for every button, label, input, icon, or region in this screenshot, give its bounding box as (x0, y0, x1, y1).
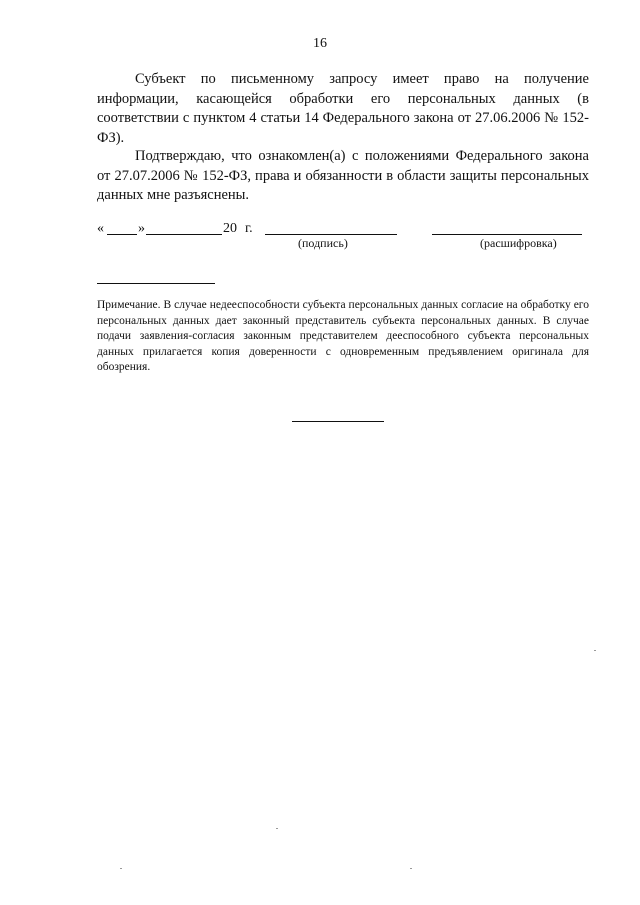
decoding-blank-line (432, 234, 582, 235)
date-open-quote: « (97, 221, 104, 236)
date-close-quote: » (138, 221, 145, 236)
scan-speck (276, 828, 278, 829)
year-prefix: 20 (223, 221, 237, 236)
footnote-separator (97, 283, 215, 284)
signature-hint: (подпись) (298, 236, 348, 250)
scan-speck (410, 868, 412, 869)
month-blank-line (146, 234, 222, 235)
decoding-hint: (расшифровка) (480, 236, 557, 250)
year-suffix: г. (245, 221, 253, 236)
scan-speck (594, 650, 596, 651)
paragraph-subject-rights: Субъект по письменному запросу имеет право на получение информации, касающейся обработки его персональных данных (в соответствии с пунктом 4 статьи 14 Федерального закона от 27.06.2006 № 152-ФЗ). (97, 71, 589, 146)
scan-speck (120, 868, 122, 869)
paragraph-confirmation: Подтверждаю, что ознакомлен(а) с положениями Федерального закона от 27.07.2006 № 152-ФЗ, права и обязанности в области защиты персональных данных мне разъяснены. (97, 148, 589, 203)
page-number: 16 (313, 36, 327, 51)
signature-blank-line (265, 234, 397, 235)
day-blank-line (107, 234, 137, 235)
note-paragraph: Примечание. В случае недееспособности субъекта персональных данных согласие на обработку его персональных данных дает законный представитель субъекта персональных данных. В случае подачи заявления-согласия законным представителем дееспособного субъекта персональных данных прилагается копия доверенности с одновременным предъявлением оригинала для обозрения. (97, 299, 589, 373)
end-of-document-rule (292, 421, 384, 422)
